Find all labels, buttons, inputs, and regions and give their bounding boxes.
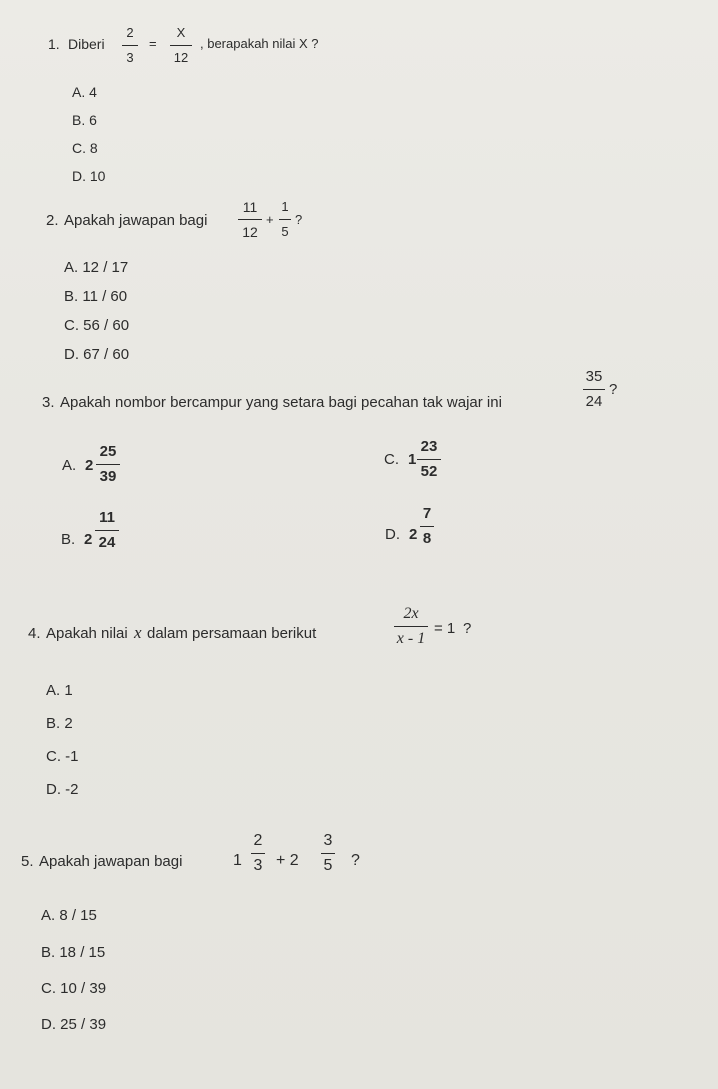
option-a[interactable]: A. 1 (46, 682, 73, 699)
question-suffix: , berapakah nilai X ? (200, 36, 319, 51)
option-letter: B. (61, 531, 76, 548)
option-c[interactable]: C. 8 (72, 140, 98, 156)
fraction: 11 12 (238, 198, 262, 241)
option-d[interactable]: D. 25 / 39 (41, 1016, 107, 1033)
option-letter: C. (384, 451, 399, 468)
fraction: 2 3 (251, 832, 265, 875)
question-number: 1. (48, 36, 60, 52)
option-b[interactable]: B. 11 / 60 (64, 288, 128, 305)
option-letter: A. (62, 457, 77, 474)
option-b[interactable]: B. 6 (72, 112, 97, 128)
question-text: Apakah jawapan bagi (64, 212, 208, 229)
whole-number: 2 (85, 457, 94, 474)
whole-number: 1 (408, 451, 417, 468)
option-d[interactable]: D. -2 (46, 781, 79, 798)
variable-x: x (134, 623, 142, 642)
question-suffix: ? (351, 852, 360, 869)
question-text: Apakah jawapan bagi (39, 853, 183, 870)
whole-number: 1 (233, 852, 242, 869)
question-suffix: ? (295, 212, 303, 227)
equals-one: = 1 (434, 620, 456, 637)
question-text-middle: dalam persamaan berikut (147, 625, 317, 642)
option-b[interactable]: B. 18 / 15 (41, 944, 106, 961)
fraction: 1 5 (279, 198, 291, 241)
option-a[interactable]: A. 12 / 17 (64, 259, 129, 276)
equals-sign: = (149, 36, 157, 51)
fraction: 3 5 (321, 832, 335, 875)
question-text: Apakah nilai (46, 625, 128, 642)
option-d[interactable]: D. 67 / 60 (64, 346, 130, 363)
option-b[interactable]: B. 2 (46, 715, 73, 732)
operator: + 2 (276, 852, 299, 869)
fraction: 2x x - 1 (394, 605, 428, 648)
fraction: 35 24 (583, 368, 605, 411)
question-text: Apakah nombor bercampur yang setara bagi pecahan tak wajar ini (60, 394, 502, 411)
option-a[interactable]: A. 4 (72, 84, 97, 100)
fraction: X 12 (170, 24, 192, 67)
option-a[interactable]: A. 8 / 15 (41, 907, 97, 924)
option-letter: D. (385, 526, 400, 543)
question-suffix: ? (609, 381, 618, 398)
whole-number: 2 (409, 526, 418, 543)
fraction: 7 8 (420, 505, 434, 548)
fraction: 11 24 (95, 509, 119, 552)
question-suffix: ? (463, 620, 472, 637)
fraction: 25 39 (96, 443, 120, 486)
option-c[interactable]: C. -1 (46, 748, 79, 765)
fraction: 23 52 (417, 438, 441, 481)
question-number: 2. (46, 212, 59, 229)
question-number: 4. (28, 625, 41, 642)
question-number: 3. (42, 394, 55, 411)
plus-sign: + (266, 212, 274, 227)
option-c[interactable]: C. 10 / 39 (41, 980, 107, 997)
question-text: Diberi (68, 36, 105, 52)
whole-number: 2 (84, 531, 93, 548)
fraction: 2 3 (122, 24, 138, 67)
option-c[interactable]: C. 56 / 60 (64, 317, 130, 334)
question-number: 5. (21, 853, 34, 870)
option-d[interactable]: D. 10 (72, 168, 106, 184)
